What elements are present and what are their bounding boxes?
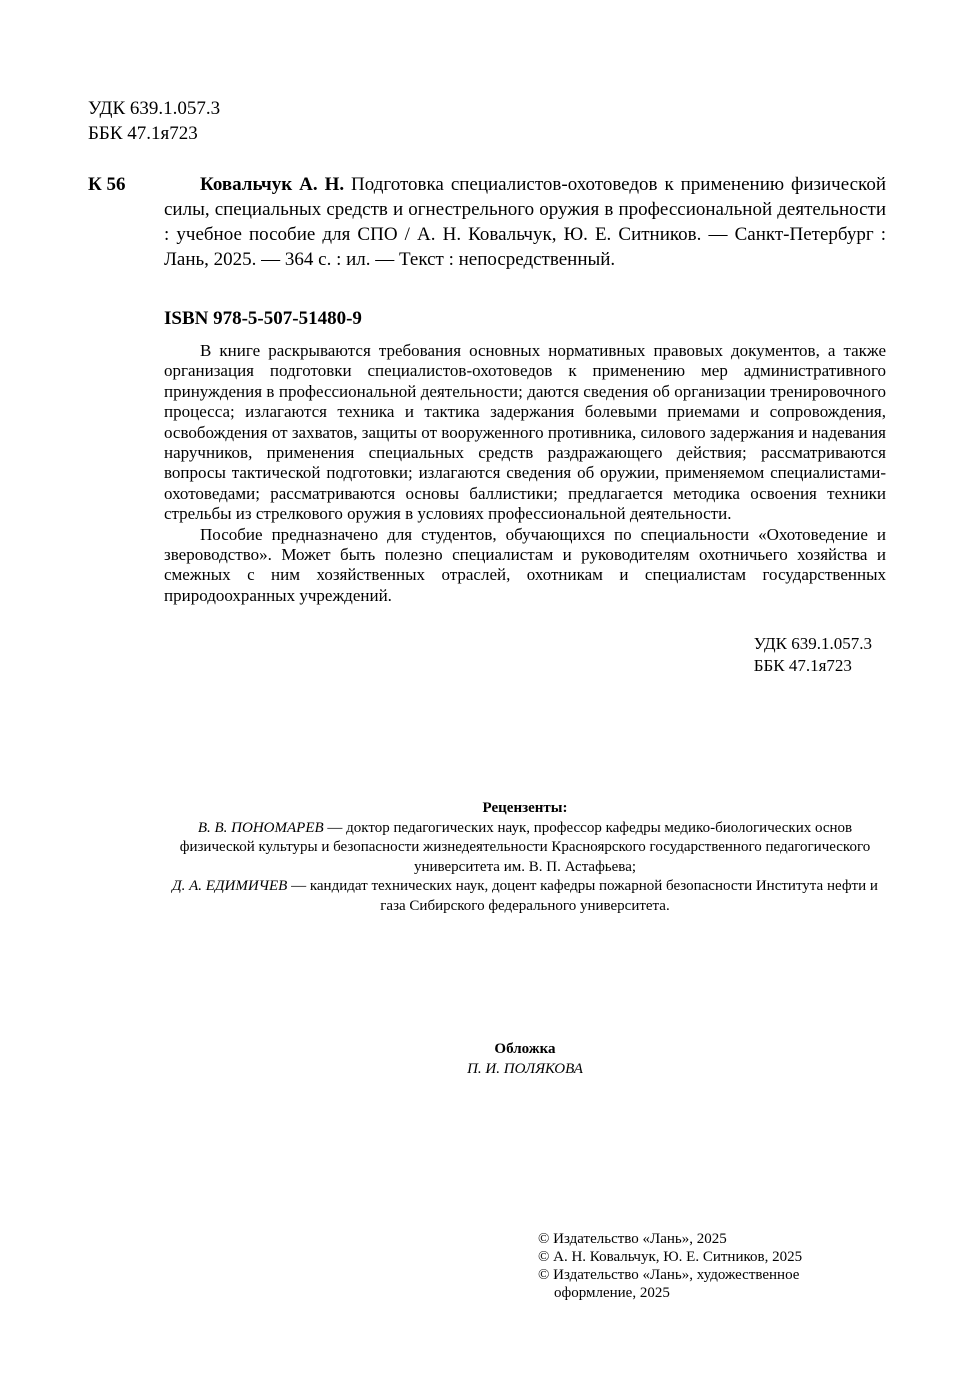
reviewers-block xyxy=(164,799,886,916)
cover-heading: Обложка xyxy=(494,1041,556,1057)
udc-code-bottom: УДК 639.1.057.3 xyxy=(753,634,872,653)
abstract xyxy=(164,341,886,606)
author-code: К 56 xyxy=(88,174,126,195)
bibliographic-author: Ковальчук А. Н. xyxy=(200,174,345,195)
cover-designer: П. И. ПОЛЯКОВА xyxy=(467,1060,583,1077)
cover-credit xyxy=(164,1040,886,1079)
isbn: ISBN 978-5-507-51480-9 xyxy=(164,308,362,329)
reviewer-name: В. В. ПОНОМАРЕВ xyxy=(197,819,324,836)
classification-bottom xyxy=(754,633,872,677)
bbk-code: ББК 47.1я723 xyxy=(88,123,198,144)
reviewer-entry xyxy=(164,819,886,878)
copyright-block xyxy=(538,1230,802,1302)
reviewer-description: — доктор педагогических наук, профессор кафедры медико-биологических основ физической культуры и безопасности жизнедеятельности Красноярского государственного педагогического университета им. В. П. Астафьева; xyxy=(179,819,871,875)
bibliographic-record xyxy=(164,172,886,272)
bibliographic-text: Подготовка специалистов-охотоведов к применению физической силы, специальных средств и огнестрельного оружия в профессиональной деятельности : учебное пособие для СПО / А. Н. Ковальчук, Ю. Е. Ситников. — Санкт-Петербург : Лань, 2025. — 364 с. : ил. — Текст : непосредственный. xyxy=(164,174,886,270)
copyright-line: © Издательство «Лань», 2025 xyxy=(538,1231,727,1247)
bibliographic-paragraph xyxy=(164,172,886,272)
bbk-code-bottom: ББК 47.1я723 xyxy=(753,656,852,675)
copyright-line: © А. Н. Ковальчук, Ю. Е. Ситников, 2025 xyxy=(538,1249,803,1265)
copyright-line: оформление, 2025 xyxy=(554,1285,670,1301)
udc-code: УДК 639.1.057.3 xyxy=(88,98,221,119)
copyright-line: © Издательство «Лань», художественное xyxy=(538,1267,800,1283)
abstract-paragraph: Пособие предназначено для студентов, обучающихся по специальности «Охотоведение и звероводство». Может быть полезно специалистам и руководителям охотничьего хозяйства и смежных с ним хозяйственных отраслей, охотникам и специалистам государственных природоохранных учреждений. xyxy=(164,524,886,605)
reviewers-heading: Рецензенты: xyxy=(482,800,568,816)
abstract-paragraph: В книге раскрываются требования основных нормативных правовых документов, а также организация подготовки специалистов-охотоведов к применению мер административного принуждения в профессиональной деятельности; даются сведения об организации тренировочного процесса; излагаются техника и тактика задержания болевыми приемами и сопровождения, освобождения от захватов, защиты от вооруженного противника, силового задержания и надевания наручников, применения специальных средств раздражающего действия; рассматриваются вопросы тактической подготовки; излагаются сведения об оружии, применяемом специалистами-охотоведами; рассматриваются основы баллистики; предлагается методика освоения техники стрельбы из стрелкового оружия в условиях профессиональной деятельности. xyxy=(164,341,886,524)
classification-top xyxy=(88,96,220,146)
reviewer-entry xyxy=(164,877,886,916)
reviewer-name: Д. А. ЕДИМИЧЕВ xyxy=(172,878,288,894)
reviewer-description: — кандидат технических наук, доцент кафедры пожарной безопасности Института нефти и газа Сибирского федерального университета. xyxy=(287,878,878,914)
